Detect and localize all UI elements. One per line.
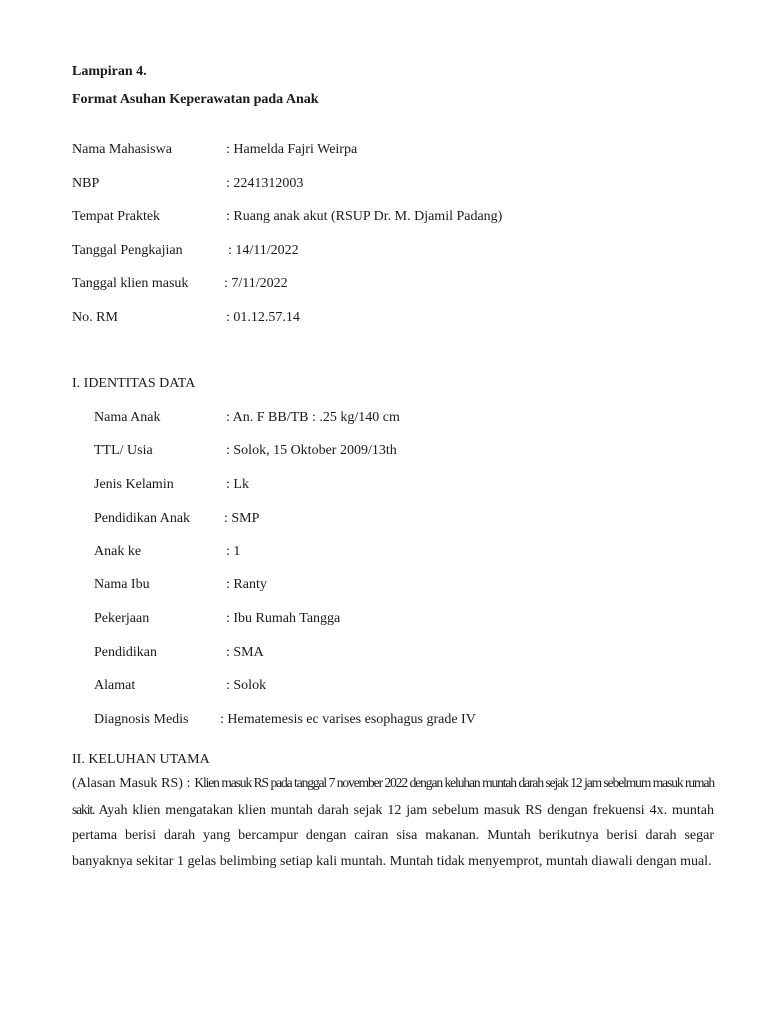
assessment-date-value: : 14/11/2022 bbox=[228, 243, 299, 258]
assessment-date-label: Tanggal Pengkajian bbox=[72, 243, 183, 258]
birth-age-label: TTL/ Usia bbox=[94, 443, 153, 458]
admission-reason-text: Ayah klien mengatakan klien muntah darah sejak 12 jam sebelum masuk RS dengan frekuensi 4x. muntah pertama berisi darah yang bercampur dengan cairan sisa makanan. Muntah berikutnya berisi darah segar banyaknya sekitar 1 gelas belimbing setiap kali muntah. Muntah tidak menyemprot, muntah diawali dengan mual. bbox=[72, 802, 715, 869]
mother-name-label: Nama Ibu bbox=[94, 577, 150, 592]
child-education-label: Pendidikan Anak bbox=[94, 511, 191, 526]
student-name-label: Nama Mahasiswa bbox=[72, 142, 172, 157]
child-order-value: : 1 bbox=[226, 544, 241, 559]
child-name-value: : An. F BB/TB : .25 kg/140 cm bbox=[226, 410, 400, 425]
address-label: Alamat bbox=[94, 678, 136, 693]
nbp-value: : 2241312003 bbox=[226, 176, 304, 191]
practice-place-label: Tempat Praktek bbox=[72, 209, 161, 224]
child-order-label: Anak ke bbox=[94, 544, 142, 559]
medical-record-value: : 01.12.57.14 bbox=[226, 310, 300, 325]
complaint-paragraph bbox=[72, 770, 714, 874]
document-title: Format Asuhan Keperawatan pada Anak bbox=[72, 92, 319, 107]
occupation-value: : Ibu Rumah Tangga bbox=[226, 611, 341, 626]
gender-label: Jenis Kelamin bbox=[94, 477, 174, 492]
education-value: : SMA bbox=[226, 645, 264, 660]
admission-reason-condensed: Klien masuk RS pada tanggal 7 november 2022 dengan keluhan muntah darah sejak 12 jam sebelmum masuk rumah sakit. bbox=[72, 775, 715, 817]
nbp-label: NBP bbox=[72, 176, 100, 191]
admission-date-label: Tanggal klien masuk bbox=[72, 276, 189, 291]
lampiran-label: Lampiran 4. bbox=[72, 64, 147, 79]
education-label: Pendidikan bbox=[94, 645, 157, 660]
admission-reason-label: (Alasan Masuk RS) : bbox=[72, 776, 191, 791]
admission-date-value: : 7/11/2022 bbox=[224, 276, 288, 291]
student-name-value: : Hamelda Fajri Weirpa bbox=[226, 142, 358, 157]
child-name-label: Nama Anak bbox=[94, 410, 161, 425]
section-identitas-heading: I. IDENTITAS DATA bbox=[72, 376, 196, 391]
gender-value: : Lk bbox=[226, 477, 249, 492]
diagnosis-value: : Hematemesis ec varises esophagus grade IV bbox=[220, 712, 476, 727]
diagnosis-label: Diagnosis Medis bbox=[94, 712, 189, 727]
section-keluhan-heading: II. KELUHAN UTAMA bbox=[72, 752, 210, 767]
address-value: : Solok bbox=[226, 678, 267, 693]
child-education-value: : SMP bbox=[224, 511, 260, 526]
occupation-label: Pekerjaan bbox=[94, 611, 150, 626]
mother-name-value: : Ranty bbox=[226, 577, 267, 592]
medical-record-label: No. RM bbox=[72, 310, 118, 325]
birth-age-value: : Solok, 15 Oktober 2009/13th bbox=[226, 443, 397, 458]
practice-place-value: : Ruang anak akut (RSUP Dr. M. Djamil Padang) bbox=[226, 209, 503, 224]
